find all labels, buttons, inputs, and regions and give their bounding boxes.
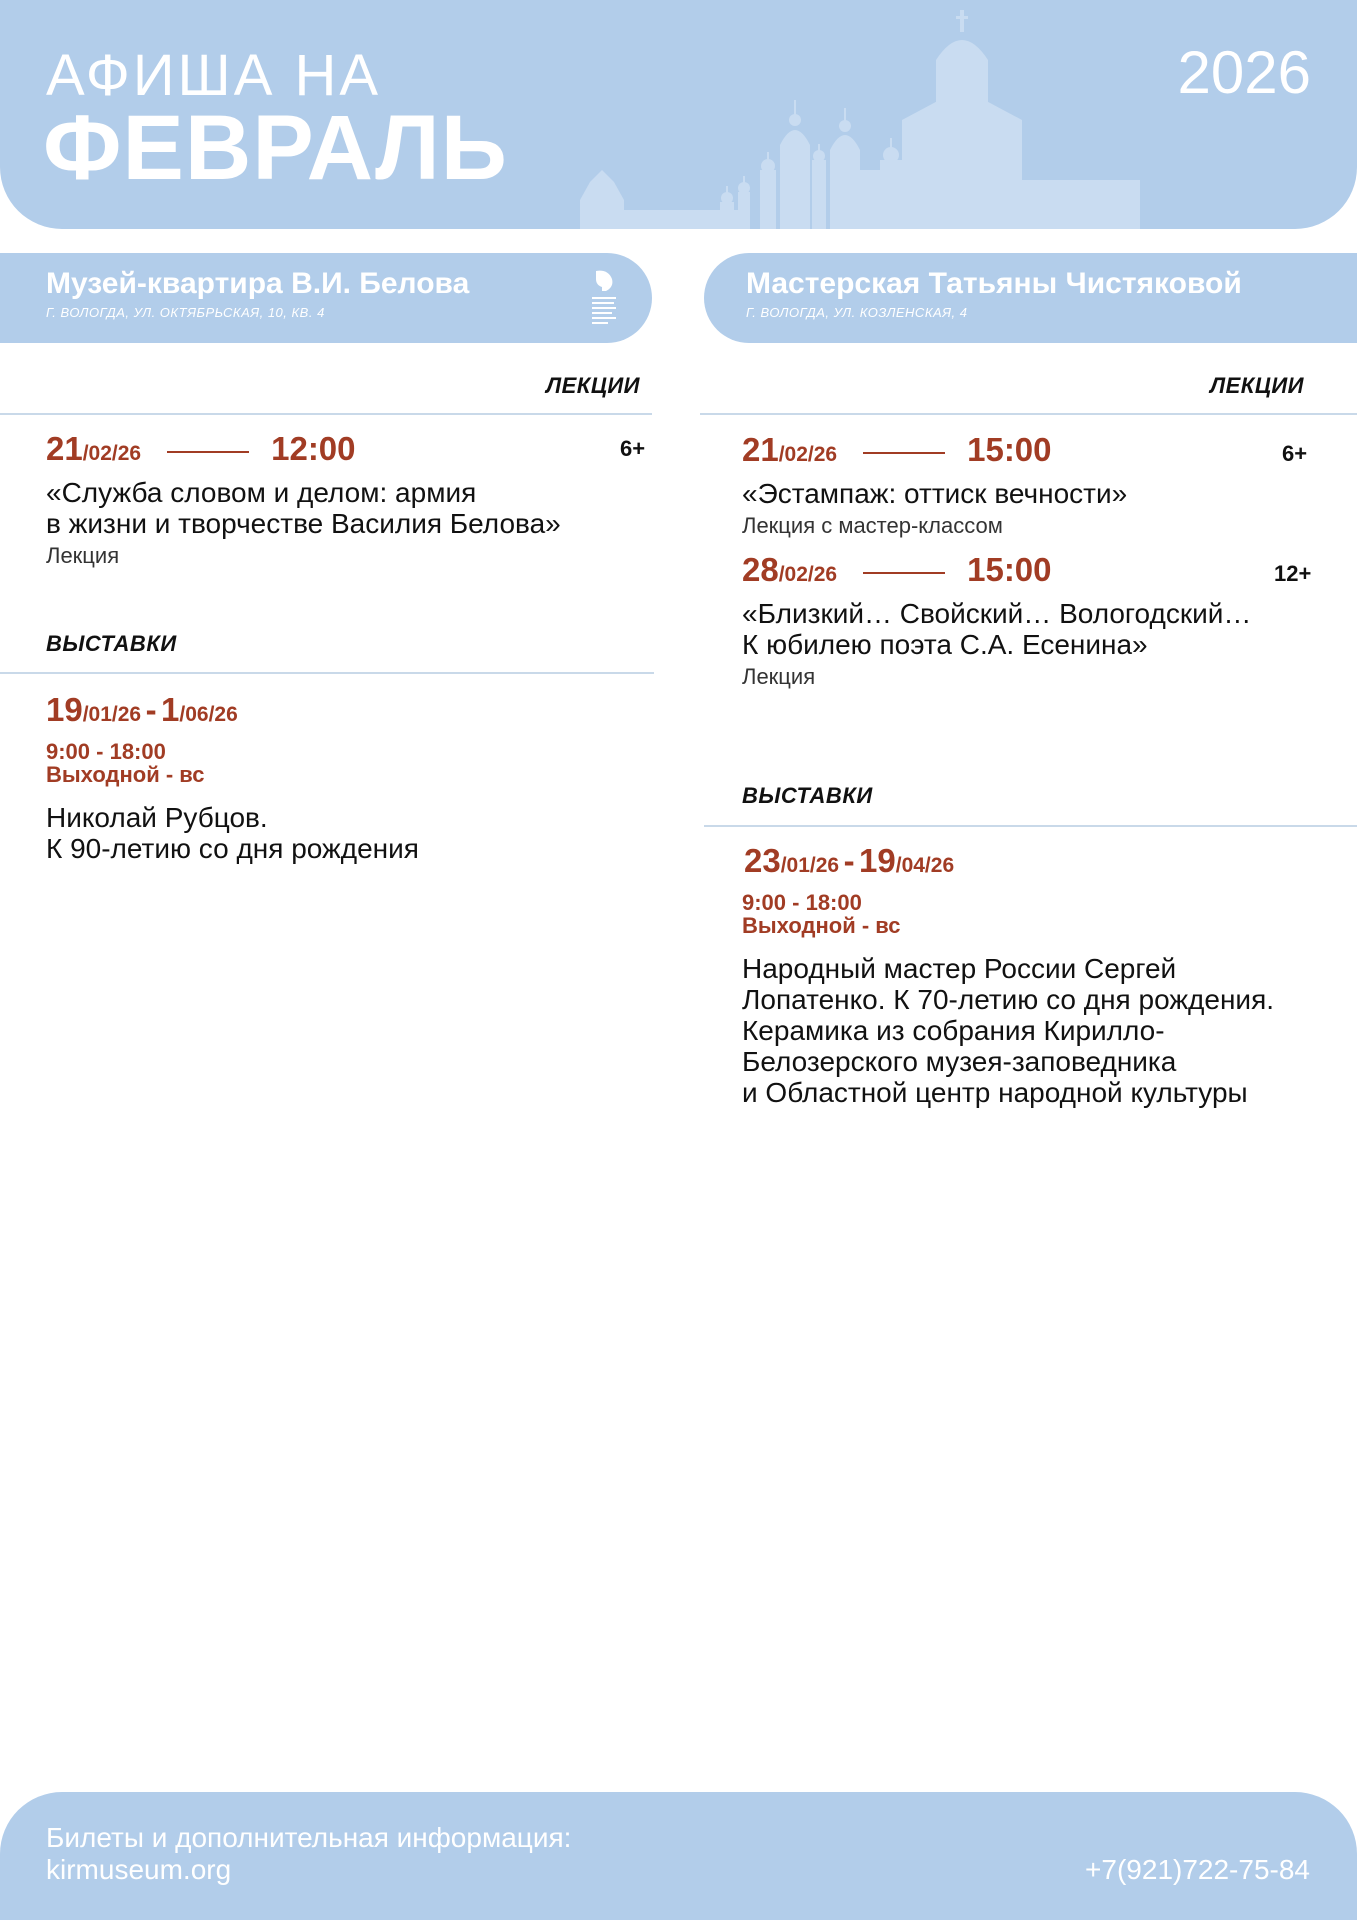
exhibition-title-line2: К 90-летию со дня рождения: [46, 833, 419, 864]
venue-name: Музей-квартира В.И. Белова: [46, 267, 470, 300]
event-time: 15:00: [967, 551, 1052, 588]
event-date-row: [742, 551, 1052, 589]
event-title-line1: «Эстампаж: оттиск вечности»: [742, 478, 1128, 509]
date-time-separator: [863, 452, 945, 454]
event-type: Лекция: [742, 664, 816, 689]
venue-name: Мастерская Татьяны Чистяковой: [746, 267, 1242, 300]
event-time: 15:00: [967, 431, 1052, 468]
exhibition-title-line4: Белозерского музея-заповедника: [742, 1046, 1177, 1077]
venue-address: Г. ВОЛОГДА, УЛ. КОЗЛЕНСКАЯ, 4: [746, 305, 968, 320]
section-label-exhibitions: ВЫСТАВКИ: [46, 631, 177, 656]
event-type: Лекция с мастер-классом: [742, 513, 1003, 538]
end-month: /04/26: [895, 854, 955, 877]
section-label-exhibitions: ВЫСТАВКИ: [742, 783, 873, 808]
range-separator: -: [145, 691, 157, 728]
range-separator: -: [843, 842, 855, 879]
event-time: 12:00: [271, 430, 356, 467]
event-day: 21: [742, 431, 779, 468]
venue-address: Г. ВОЛОГДА, УЛ. ОКТЯБРЬСКАЯ, 10, КВ. 4: [46, 305, 325, 320]
event-title-line1: «Служба словом и делом: армия: [46, 477, 477, 508]
exhibition-title-line3: Керамика из собрания Кирилло-: [742, 1015, 1165, 1046]
page-header: [0, 0, 1357, 229]
event-date-row: [742, 431, 1052, 469]
event-day: 28: [742, 551, 779, 588]
exhibition-title-line1: Народный мастер России Сергей: [742, 953, 1177, 984]
opening-hours: 9:00 - 18:00: [46, 739, 166, 764]
year-label: 2026: [1177, 39, 1311, 106]
event-day: 21: [46, 430, 83, 467]
date-time-separator: [863, 572, 945, 574]
exhibition-date-range: [744, 842, 954, 880]
exhibition-date-range: [46, 691, 238, 729]
page-title-month: ФЕВРАЛЬ: [43, 97, 508, 199]
end-month: /06/26: [179, 703, 238, 726]
event-date-row: [46, 430, 356, 468]
exhibition-title-line1: Николай Рубцов.: [46, 802, 268, 833]
page-title-line1: АФИША НА: [46, 43, 382, 108]
exhibition-title-line2: Лопатенко. К 70-летию со дня рождения.: [742, 984, 1275, 1015]
section-divider: [0, 413, 652, 415]
event-month: /02/26: [82, 442, 142, 465]
day-off: Выходной - вс: [46, 762, 205, 787]
start-day: 23: [744, 842, 781, 879]
venue-header-chistyakova: [704, 253, 1357, 343]
venue-header-belov: [0, 253, 652, 343]
start-day: 19: [46, 691, 83, 728]
event-type: Лекция: [46, 543, 120, 568]
event-title-line2: в жизни и творчестве Василия Белова»: [46, 508, 561, 539]
event-title-line2: К юбилею поэта С.А. Есенина»: [742, 629, 1148, 660]
event-title-line1: «Близкий… Свойский… Вологодский…: [742, 598, 1252, 629]
city-skyline-illustration: [580, 10, 1140, 229]
age-rating-badge: 12+: [1274, 561, 1312, 586]
end-day: 1: [161, 691, 180, 728]
section-divider: [700, 413, 1357, 415]
date-time-separator: [167, 451, 249, 453]
opening-hours: 9:00 - 18:00: [742, 890, 862, 915]
section-divider: [0, 672, 654, 674]
day-off: Выходной - вс: [742, 913, 901, 938]
exhibition-title-line5: и Областной центр народной культуры: [742, 1077, 1248, 1108]
age-rating-badge: 6+: [1282, 441, 1308, 466]
age-rating-badge: 6+: [620, 436, 646, 461]
start-month: /01/26: [780, 854, 840, 877]
footer-info: [46, 1822, 571, 1886]
footer-info-text: Билеты и дополнительная информация:: [46, 1822, 572, 1853]
event-month: /02/26: [778, 443, 838, 466]
start-month: /01/26: [82, 703, 142, 726]
event-month: /02/26: [778, 563, 838, 586]
section-label-lectures: ЛЕКЦИИ: [546, 373, 640, 398]
website-link[interactable]: kirmuseum.org: [46, 1854, 232, 1885]
end-day: 19: [859, 842, 896, 879]
museum-logo-icon: [588, 269, 622, 329]
section-label-lectures: ЛЕКЦИИ: [1210, 373, 1304, 398]
section-divider: [704, 825, 1357, 827]
page-footer: [0, 1792, 1357, 1920]
phone-number[interactable]: +7(921)722-75-84: [1085, 1854, 1310, 1885]
